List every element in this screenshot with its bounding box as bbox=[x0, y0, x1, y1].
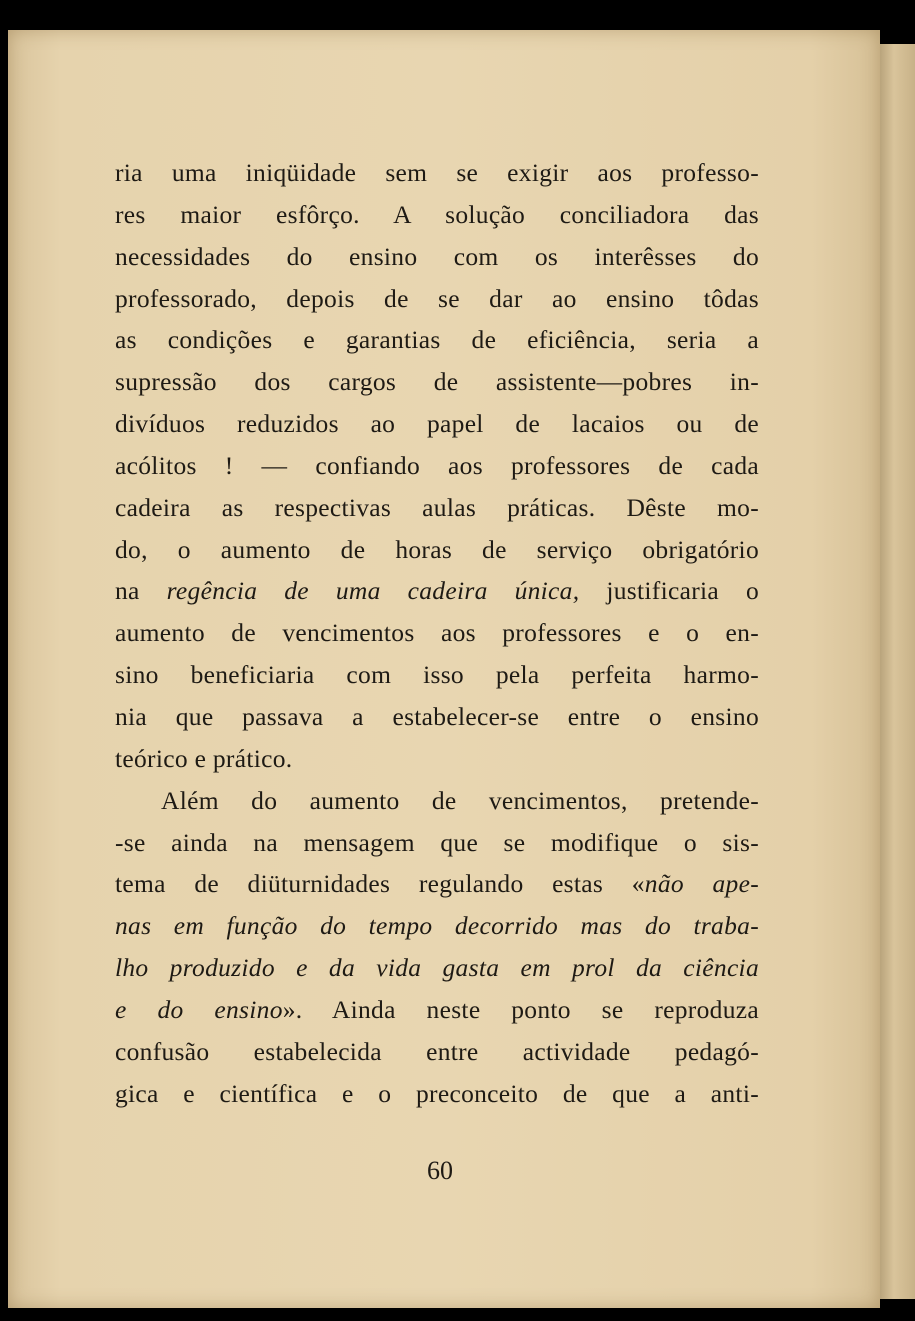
italic-segment: regência de uma cadeira única, bbox=[166, 576, 580, 606]
text-line: supressão dos cargos de assistente—pobres in- bbox=[115, 367, 759, 397]
text-line-with-italic bbox=[115, 989, 759, 1031]
italic-segment: não ape- bbox=[644, 869, 759, 899]
text-segment: na bbox=[115, 576, 167, 606]
text-line-with-italic bbox=[115, 863, 759, 905]
text-line-with-italic bbox=[115, 947, 759, 989]
italic-segment: nas em função do tempo decorrido mas do traba- bbox=[115, 911, 759, 941]
page-number: 60 bbox=[427, 1156, 453, 1185]
text-line: acólitos ! — confiando aos professores de cada bbox=[115, 450, 759, 480]
body-text bbox=[115, 152, 759, 1114]
text-line: professorado, depois de se dar ao ensino tôdas bbox=[115, 283, 759, 313]
text-line: res maior esfôrço. A solução conciliadora das bbox=[115, 199, 759, 229]
text-line: confusão estabelecida entre actividade pedagó- bbox=[115, 1036, 759, 1066]
text-line: nia que passava a estabelecer-se entre o ensino bbox=[115, 701, 759, 731]
italic-segment: e do ensino bbox=[115, 994, 283, 1024]
text-line-with-italic bbox=[115, 570, 759, 612]
text-line: divíduos reduzidos ao papel de lacaios ou de bbox=[115, 409, 759, 439]
text-line: aumento de vencimentos aos professores e o en- bbox=[115, 618, 759, 648]
text-line: as condições e garantias de eficiência, seria a bbox=[115, 325, 759, 355]
facing-page-edge bbox=[880, 44, 915, 1299]
text-line: teórico e prático. bbox=[115, 743, 293, 773]
paragraph-first-line: Além do aumento de vencimentos, pretende- bbox=[161, 785, 759, 815]
text-line: -se ainda na mensagem que se modifique o sis- bbox=[115, 827, 759, 857]
text-line-with-italic bbox=[115, 905, 759, 947]
italic-segment: lho produzido e da vida gasta em prol da ciência bbox=[115, 953, 759, 983]
text-line: sino beneficiaria com isso pela perfeita harmo- bbox=[115, 660, 759, 690]
text-segment: tema de diüturnidades regulando estas « bbox=[115, 869, 645, 899]
text-line: do, o aumento de horas de serviço obrigatório bbox=[115, 534, 759, 564]
text-segment: justificaria o bbox=[579, 576, 759, 606]
text-line: ria uma iniqüidade sem se exigir aos professo- bbox=[115, 158, 759, 187]
text-segment: ». Ainda neste ponto se reproduza bbox=[282, 994, 759, 1024]
text-line: necessidades do ensino com os interêsses do bbox=[115, 241, 759, 271]
text-line: gica e científica e o preconceito de que a anti- bbox=[115, 1078, 759, 1108]
text-line: cadeira as respectivas aulas práticas. Dêste mo- bbox=[115, 492, 759, 522]
